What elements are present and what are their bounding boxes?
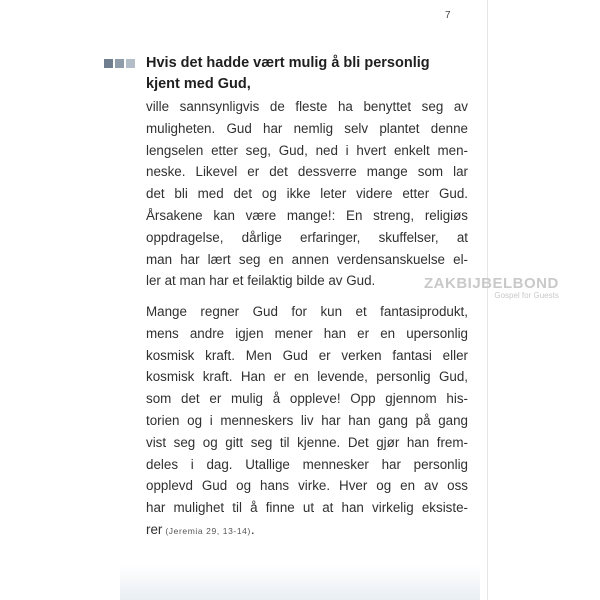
paragraph-line: man har lært seg en annen verdensanskuelse el-: [146, 251, 468, 267]
heading-line-1: Hvis det hadde vært mulig å bli personlig: [146, 55, 430, 71]
heading-bullet-squares: [104, 59, 135, 68]
paragraph-line: Årsakene kan være mange!: En streng, religiøs: [146, 207, 468, 223]
paragraph-line: deles i dag. Utallige mennesker har personlig: [146, 456, 468, 472]
bullet-square-3: [126, 59, 135, 68]
paragraph-1: [146, 96, 468, 292]
paragraph-line: torien og i menneskers liv har han gang på gang: [146, 412, 468, 428]
page-edge-rule: [487, 0, 488, 600]
watermark-brand: ZAKBIJBELBOND: [424, 275, 559, 292]
paragraph-line: mens andre igjen mener han er en upersonlig: [146, 325, 468, 341]
paragraph-line: Mange regner Gud for kun et fantasiprodukt,: [146, 304, 468, 319]
heading-line-2: kjent med Gud,: [146, 76, 251, 92]
last-line-end: .: [250, 521, 255, 537]
paragraph-line: som det er mulig å oppleve! Opp gjennom his-: [146, 391, 468, 407]
paragraph-2: [146, 301, 468, 543]
section-heading: [146, 53, 466, 95]
paragraph-line: opplevd Gud og hans virke. Hver og en av oss: [146, 478, 468, 494]
store-watermark: [424, 276, 559, 300]
footer-illustration-fade: [120, 565, 480, 600]
paragraph-line: har mulighet til å finne ut at han virkelig eksiste-: [146, 500, 468, 516]
paragraph-line: det bli med det og ikke leter videre etter Gud.: [146, 186, 468, 202]
paragraph-line: ville sannsynligvis de fleste ha benyttet seg av: [146, 99, 468, 114]
paragraph-line: muligheten. Gud har nemlig selv plantet denne: [146, 120, 468, 136]
paragraph-last-line: [146, 519, 468, 543]
paragraph-line: ler at man har et feilaktig bilde av Gud.: [146, 273, 376, 289]
paragraph-line: kosmisk kraft. Men Gud er verken fantasi eller: [146, 347, 468, 363]
paragraph-line: neske. Likevel er det dessverre mange som lar: [146, 164, 468, 180]
paragraph-line: vist seg og gitt seg til kjenne. Det gjør han frem-: [146, 434, 468, 450]
paragraph-line: lengselen etter seg, Gud, ned i hvert enkelt men-: [146, 142, 468, 158]
paragraph-line: oppdragelse, dårlige erfaringer, skuffelser, at: [146, 229, 468, 245]
paragraph-line: kosmisk kraft. Han er en levende, personlig Gud,: [146, 369, 468, 385]
last-line-text: rer: [146, 521, 163, 537]
page-number: 7: [445, 10, 451, 21]
bible-reference: (Jeremia 29, 13-14): [162, 525, 251, 536]
watermark-tagline: Gospel for Guests: [494, 291, 559, 300]
bullet-square-1: [104, 59, 113, 68]
bullet-square-2: [115, 59, 124, 68]
